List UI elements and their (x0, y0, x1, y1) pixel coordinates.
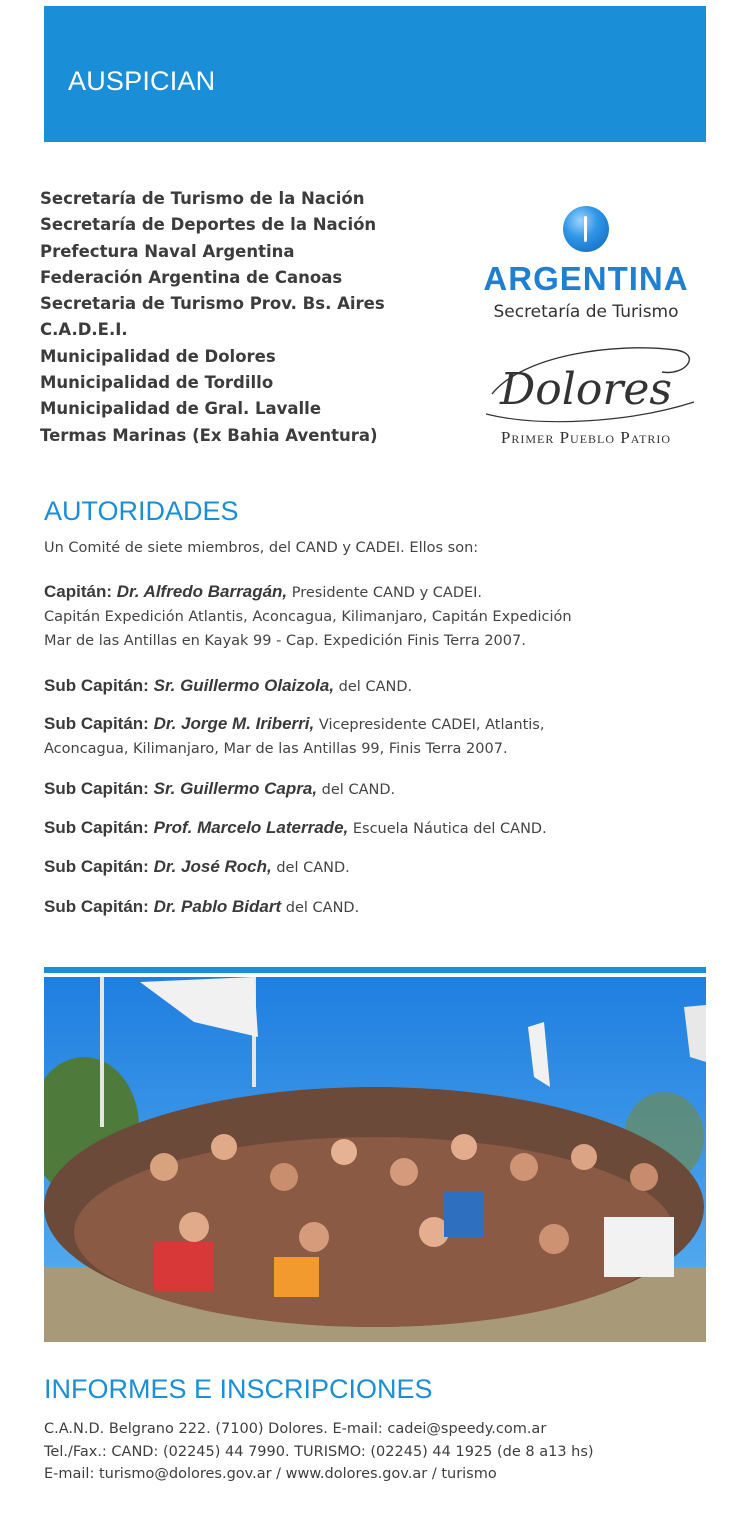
sponsor-list (40, 186, 470, 449)
authority-name: Prof. Marcelo Laterrade, (153, 818, 349, 837)
sponsor-item: Municipalidad de Gral. Lavalle (40, 399, 322, 419)
authority-detail: Escuela Náutica del CAND. (348, 821, 547, 837)
authority-detail: del CAND. (281, 900, 360, 916)
group-photo (44, 977, 706, 1342)
dolores-logo (462, 336, 710, 452)
argentina-tourism-logo (466, 206, 706, 326)
sponsor-item: Municipalidad de Dolores (40, 346, 276, 366)
authority-role: Sub Capitán: (44, 676, 149, 695)
dolores-logo-title: Dolores (500, 364, 672, 415)
authority-detail: del CAND. (271, 860, 350, 876)
authority-detail: Vicepresidente CADEI, Atlantis, (314, 717, 545, 733)
dolores-logo-subtitle: Primer Pueblo Patrio (500, 428, 672, 447)
banner-title: AUSPICIAN (68, 66, 216, 96)
authority-role: Capitán: (44, 582, 112, 601)
authority-entry (44, 895, 359, 920)
sponsor-item: Termas Marinas (Ex Bahia Aventura) (40, 425, 378, 445)
authority-detail: Capitán Expedición Atlantis, Aconcagua, Kilimanjaro, Capitán Expedición (44, 609, 572, 625)
authority-role: Sub Capitán: (44, 714, 149, 733)
sponsor-item: Municipalidad de Tordillo (40, 373, 274, 393)
authority-role: Sub Capitán: (44, 897, 149, 916)
authority-name: Sr. Guillermo Capra, (153, 779, 318, 798)
sponsor-item: Secretaria de Turismo Prov. Bs. Aires (40, 294, 385, 314)
authority-name: Dr. José Roch, (153, 857, 272, 876)
contact-line: Tel./Fax.: CAND: (02245) 44 7990. TURISMO: (02245) 44 1925 (de 8 a13 hs) (44, 1443, 594, 1460)
globe-icon (563, 206, 609, 252)
contact-line: E-mail: turismo@dolores.gov.ar / www.dolores.gov.ar / turismo (44, 1466, 497, 1482)
authority-detail: Aconcagua, Kilimanjaro, Mar de las Antillas 99, Finis Terra 2007. (44, 741, 508, 757)
sponsor-item: Prefectura Naval Argentina (40, 241, 295, 261)
authority-role: Sub Capitán: (44, 818, 149, 837)
sponsor-item: Secretaría de Deportes de la Nación (40, 215, 377, 235)
authority-role: Sub Capitán: (44, 779, 149, 798)
sponsor-item: Federación Argentina de Canoas (40, 267, 343, 287)
authority-entry (44, 855, 350, 880)
contact-info (44, 1418, 594, 1486)
authority-detail: del CAND. (334, 679, 413, 695)
argentina-logo-subtitle: Secretaría de Turismo (493, 302, 679, 322)
section-divider (44, 967, 706, 973)
authorities-intro: Un Comité de siete miembros, del CAND y CADEI. Ellos son: (44, 540, 479, 556)
contact-line: C.A.N.D. Belgrano 222. (7100) Dolores. E-mail: cadei@speedy.com.ar (44, 1421, 547, 1437)
authority-name: Dr. Jorge M. Iriberri, (153, 714, 315, 733)
authority-entry (44, 777, 395, 802)
sponsors-banner (44, 6, 706, 142)
contact-title: INFORMES E INSCRIPCIONES (44, 1374, 433, 1404)
authority-detail: Presidente CAND y CADEI. (287, 585, 483, 601)
authority-entry (44, 816, 547, 841)
authority-name: Dr. Alfredo Barragán, (116, 582, 288, 601)
authority-entry (44, 712, 544, 761)
authority-name: Sr. Guillermo Olaizola, (153, 676, 335, 695)
authority-role: Sub Capitán: (44, 857, 149, 876)
authority-detail: del CAND. (317, 782, 396, 798)
sponsor-item: C.A.D.E.I. (40, 320, 128, 340)
authority-entry (44, 674, 412, 699)
authority-entry (44, 580, 572, 653)
sponsor-item: Secretaría de Turismo de la Nación (40, 189, 365, 208)
argentina-logo-title: ARGENTINA (483, 260, 689, 297)
authorities-title: AUTORIDADES (44, 496, 239, 526)
authority-name: Dr. Pablo Bidart (153, 897, 282, 916)
authority-detail: Mar de las Antillas en Kayak 99 - Cap. Expedición Finis Terra 2007. (44, 633, 526, 649)
